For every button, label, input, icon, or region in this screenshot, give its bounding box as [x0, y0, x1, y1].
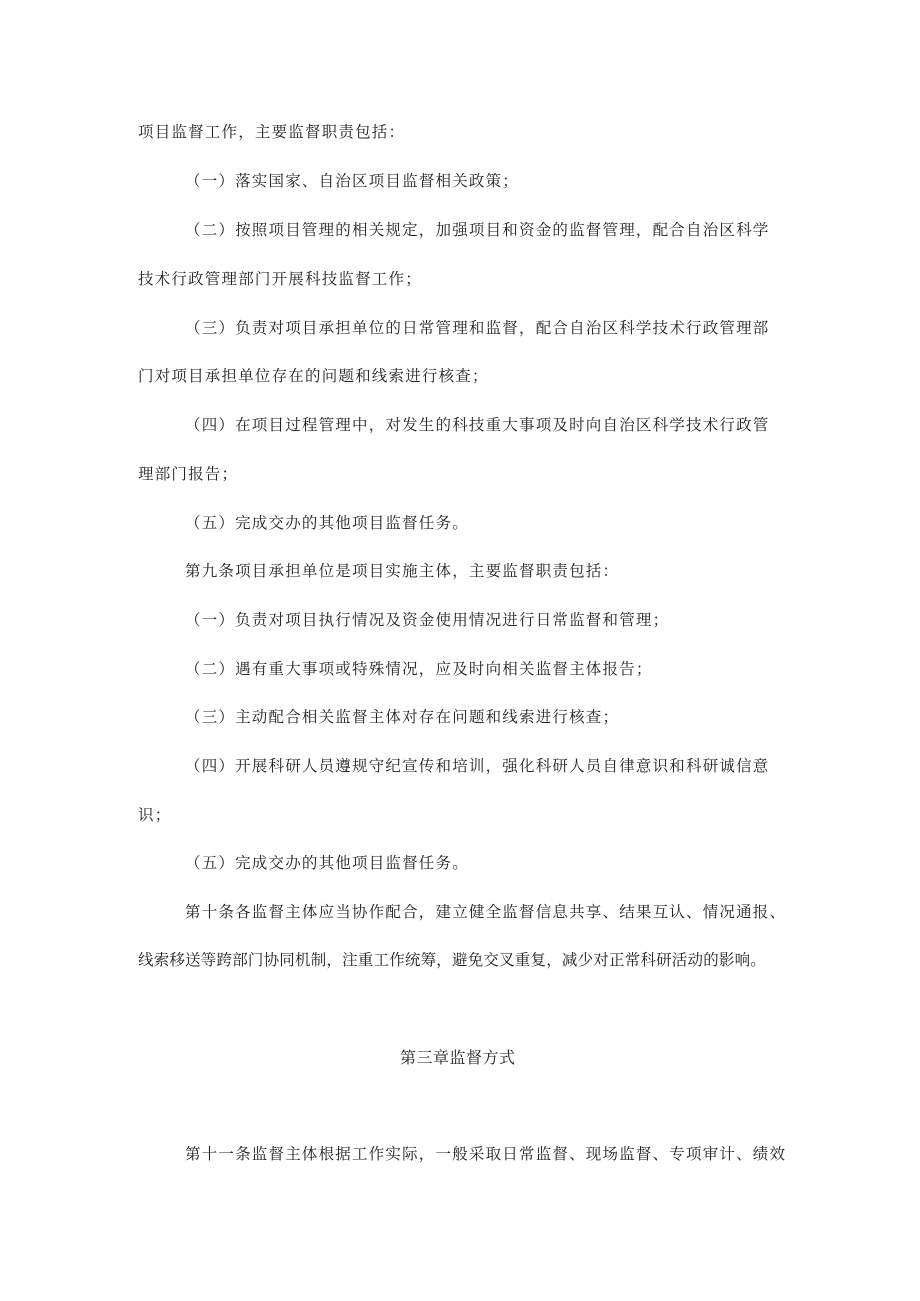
paragraph-line: （五）完成交办的其他项目监督任务。: [185, 854, 469, 872]
paragraph-line: 识；: [138, 806, 172, 824]
paragraph-line: 项目监督工作，主要监督职责包括：: [138, 123, 406, 141]
article-ten-line: 第十条各监督主体应当协作配合，建立健全监督信息共享、结果互认、情况通报、: [185, 903, 787, 921]
paragraph-line: （四）开展科研人员遵规守纪宣传和培训，强化科研人员自律意识和科研诚信意: [185, 757, 770, 775]
paragraph-line: （五）完成交办的其他项目监督任务。: [185, 514, 469, 532]
paragraph-line: 门对项目承担单位存在的问题和线索进行核查；: [138, 367, 489, 385]
paragraph-line: 理部门报告；: [138, 465, 239, 483]
paragraph-line: 技术行政管理部门开展科技监督工作；: [138, 270, 422, 288]
paragraph-line: （二）按照项目管理的相关规定，加强项目和资金的监督管理，配合自治区科学: [185, 221, 770, 239]
paragraph-line: （三）负责对项目承担单位的日常管理和监督，配合自治区科学技术行政管理部: [185, 319, 770, 337]
article-nine-line: 第九条项目承担单位是项目实施主体，主要监督职责包括：: [185, 562, 620, 580]
paragraph-line: 线索移送等跨部门协同机制，注重工作统筹，避免交叉重复，减少对正常科研活动的影响。: [138, 951, 767, 969]
paragraph-line: （一）负责对项目执行情况及资金使用情况进行日常监督和管理；: [185, 611, 670, 629]
paragraph-line: （二）遇有重大事项或特殊情况，应及时向相关监督主体报告；: [185, 660, 653, 678]
paragraph-line: （三）主动配合相关监督主体对存在问题和线索进行核查；: [185, 708, 620, 726]
article-eleven-line: 第十一条监督主体根据工作实际，一般采取日常监督、现场监督、专项审计、绩效: [185, 1145, 787, 1163]
chapter-heading: 第三章监督方式: [400, 1048, 516, 1067]
paragraph-line: （一）落实国家、自治区项目监督相关政策；: [185, 172, 520, 190]
paragraph-line: （四）在项目过程管理中，对发生的科技重大事项及时向自治区科学技术行政管: [185, 416, 770, 434]
